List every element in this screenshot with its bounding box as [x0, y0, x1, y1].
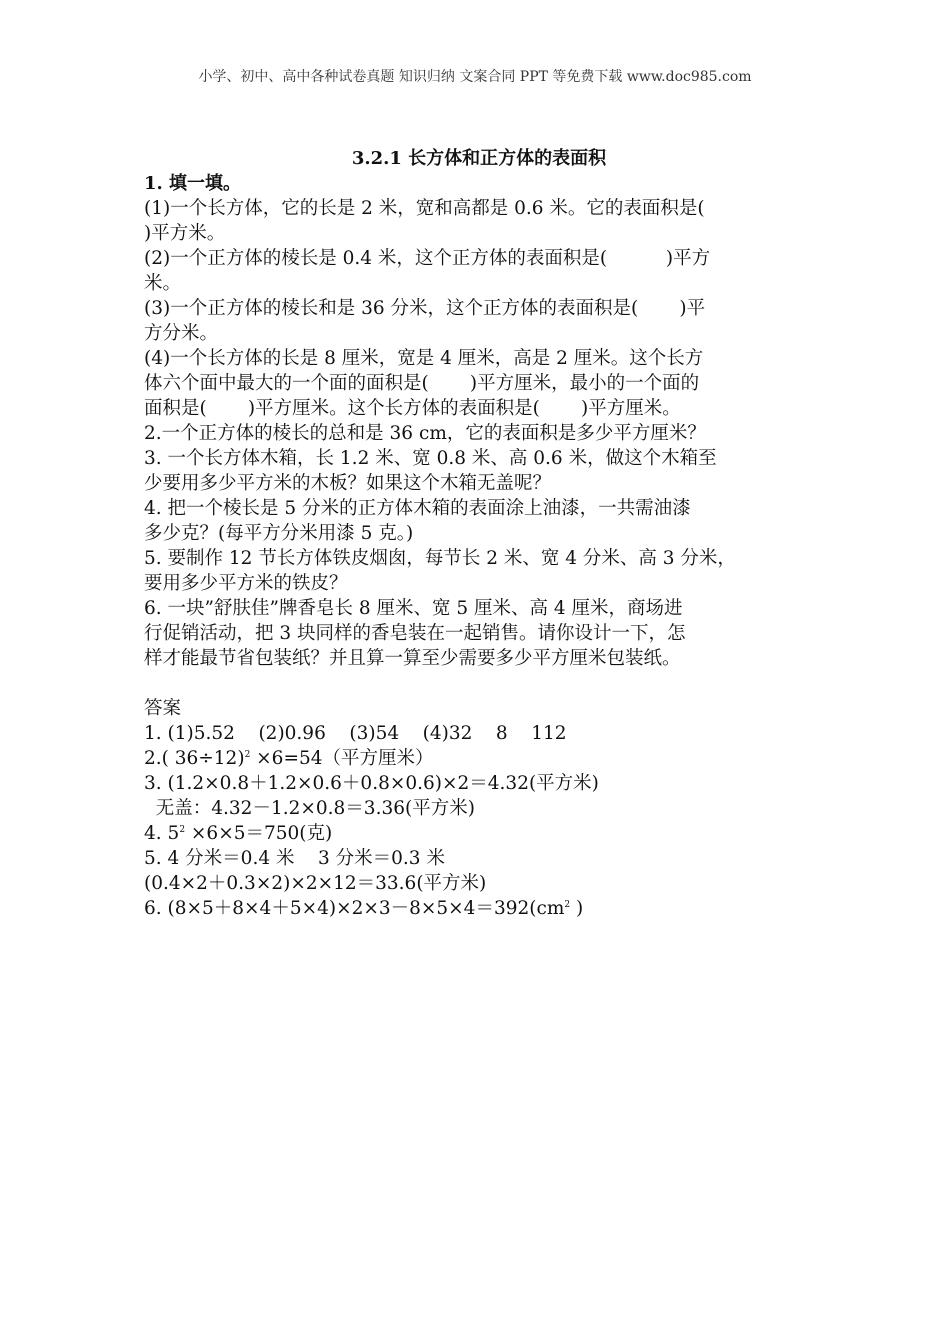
question-line: )平方米。 [144, 223, 226, 244]
question-line: 体六个面中最大的一个面的面积是( )平方厘米，最小的一个面的 [144, 373, 700, 394]
question-line: (2)一个正方体的棱长是 0.4 米，这个正方体的表面积是( )平方 [144, 248, 711, 269]
answer-text: 4. 5 [144, 823, 180, 844]
spacer [144, 671, 824, 696]
answer-text: 2.( 36÷12) [144, 748, 245, 769]
answer-line-3: 3. (1.2×0.8＋1.2×0.6＋0.8×0.6)×2＝4.32(平方米) [144, 773, 599, 794]
answer-line-1: 1. (1)5.52 (2)0.96 (3)54 (4)32 8 112 [144, 723, 567, 744]
question-line: 多少克？(每平方分米用漆 5 克。) [144, 523, 414, 544]
question-line: 行促销活动，把 3 块同样的香皂装在一起销售。请你设计一下，怎 [144, 623, 686, 644]
question-line: 面积是( )平方厘米。这个长方体的表面积是( )平方厘米。 [144, 398, 681, 419]
question-line: 少要用多少平方米的木板？如果这个木箱无盖呢？ [144, 473, 552, 494]
answer-line-4 [144, 821, 824, 846]
superscript: 2 [564, 900, 571, 910]
question-line: 4. 把一个棱长是 5 分米的正方体木箱的表面涂上油漆，一共需油漆 [144, 498, 691, 519]
answer-line-2 [144, 746, 824, 771]
question-line: 米。 [144, 273, 182, 294]
page-header: 小学、初中、高中各种试卷真题 知识归纳 文案合同 PPT 等免费下载 www.doc985.com [198, 69, 752, 85]
answers-heading: 答案 [144, 698, 182, 719]
document-title: 3.2.1 长方体和正方体的表面积 [351, 148, 607, 169]
answer-line-3b: 无盖：4.32－1.2×0.8＝3.36(平方米) [144, 798, 475, 819]
answer-line-6 [144, 896, 824, 921]
question-line: 2.一个正方体的棱长的总和是 36 cm，它的表面积是多少平方厘米？ [144, 423, 706, 444]
question-line: (4)一个长方体的长是 8 厘米，宽是 4 厘米，高是 2 厘米。这个长方 [144, 348, 704, 369]
superscript: 2 [179, 825, 186, 835]
question-line: (3)一个正方体的棱长和是 36 分米，这个正方体的表面积是( )平 [144, 298, 706, 319]
answer-text: 6. (8×5＋8×4＋5×4)×2×3－8×5×4＝392(cm [144, 898, 565, 919]
answer-text: ×6×5＝750(克) [185, 823, 333, 844]
superscript: 2 [244, 750, 251, 760]
question-line: 样才能最节省包装纸？并且算一算至少需要多少平方厘米包装纸。 [144, 648, 681, 669]
question-line: 5. 要制作 12 节长方体铁皮烟囱，每节长 2 米、宽 4 分米、高 3 分米， [144, 548, 736, 569]
question-line: 6. 一块”舒肤佳”牌香皂长 8 厘米、宽 5 厘米、高 4 厘米，商场进 [144, 598, 683, 619]
answer-text: ) [570, 898, 584, 919]
answer-line-5b: (0.4×2＋0.3×2)×2×12＝33.6(平方米) [144, 873, 487, 894]
answer-text: ×6=54（平方厘米） [250, 748, 434, 769]
question-line: 3. 一个长方体木箱，长 1.2 米、宽 0.8 米、高 0.6 米，做这个木箱至 [144, 448, 717, 469]
section-fill-in: 1. 填一填。 [144, 173, 242, 194]
answer-line-5: 5. 4 分米＝0.4 米 3 分米＝0.3 米 [144, 848, 445, 869]
question-line: (1)一个长方体，它的长是 2 米，宽和高都是 0.6 米。它的表面积是( [144, 198, 705, 219]
document-body [144, 146, 824, 921]
question-line: 要用多少平方米的铁皮？ [144, 573, 348, 594]
question-line: 方分米。 [144, 323, 219, 344]
